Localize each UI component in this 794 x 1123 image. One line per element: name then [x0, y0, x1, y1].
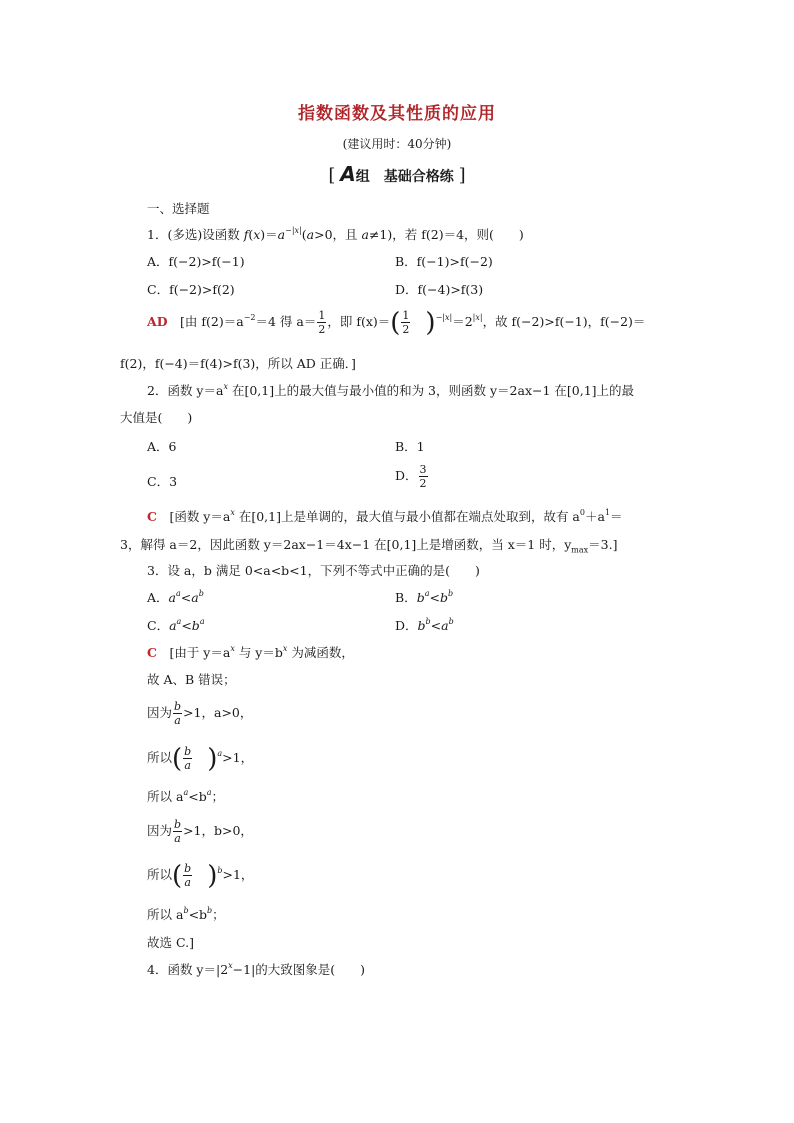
q1-option-a: A．f(−2)>f(−1): [147, 254, 245, 269]
q2-solution-line2: 3，解得 a＝2，因此函数 y＝2ax−1＝4x−1 在[0,1]上是增函数，当 x＝1 时，$y_{max}=3$.]: [120, 537, 618, 555]
q2-option-c: C．3: [147, 474, 178, 489]
q2-solution-line1: C [函数 $y=a^x$ 在[0,1]上是单调的，最大值与最小值都在端点处取到，故有 $a^0+a^1=$: [147, 508, 623, 524]
group-label: 组 基础合格练: [355, 169, 454, 185]
q3-option-b: B．$b^a<b^b$: [395, 589, 454, 605]
q3-solution-line6: 因为 $\frac{b}{a}$ >1，b>0，: [147, 818, 253, 845]
q1-option-c: C．f(−2)>f(2): [147, 282, 235, 297]
q2-stem-line2: 大值是( ): [120, 410, 193, 425]
q1-option-d: D．f(−4)>f(3): [395, 282, 484, 297]
section-heading: 一、选择题: [147, 201, 210, 216]
q3-option-d: D．$b^b<a^b$: [395, 617, 454, 633]
q3-stem: 3．设 a，b 满足 0<a<b<1，下列不等式中正确的是( ): [147, 563, 480, 578]
page-title: 指数函数及其性质的应用: [298, 104, 496, 124]
q3-option-c: C．$a^a<b^a$: [147, 617, 205, 633]
q3-solution-line9: 故选 C.]: [147, 935, 194, 950]
q1-solution-line1: AD [由 $f(2)=a^{-2}=4$ 得 a＝ $\frac{1}{2}$ ，即 f(x)＝( $\frac{1}{2}$ )$^{-|x|}=2^{|x|}$，故 f(−2)>f(−1)，f(−2)＝: [147, 307, 646, 338]
group-open: [: [328, 165, 336, 186]
q3-solution-line8: 所以 $a^b<b^b$；: [147, 906, 225, 922]
group-close: ]: [458, 165, 466, 186]
q3-solution-line7: 所以( $\frac{b}{a}$ )$^b$>1，: [147, 860, 254, 891]
q2-option-b: B．1: [395, 439, 425, 454]
q2-option-a: A．6: [147, 439, 177, 454]
q1-solution-line2: f(2)，f(−4)＝f(4)>f(3)，所以 AD 正确．]: [120, 356, 356, 371]
q3-solution-line2: 故 A、B 错误；: [147, 672, 236, 687]
q3-solution-line3: 因为 $\frac{b}{a}$ >1，a>0，: [147, 700, 253, 727]
q3-solution-line4: 所以( $\frac{b}{a}$ )$^a$>1，: [147, 743, 254, 774]
q2-answer: C: [147, 509, 157, 524]
q2-option-d: D． $\frac{3}{2}$: [395, 463, 427, 490]
group-letter: A: [340, 162, 356, 186]
q4-stem: 4．函数 $y=|2^x-1|$的大致图象是( ): [147, 961, 366, 977]
q1-option-b: B．f(−1)>f(−2): [395, 254, 493, 269]
q3-solution-line5: 所以 $a^a<b^a$；: [147, 788, 224, 804]
q2-stem-line1: 2．函数 $y=a^x$ 在[0,1]上的最大值与最小值的和为 3，则函数 y＝2ax−1 在[0,1]上的最: [147, 382, 635, 398]
q3-answer: C: [147, 645, 157, 660]
q3-solution-line1: C [由于 $y=a^x$ 与 $y=b^x$ 为减函数，: [147, 644, 354, 660]
q3-option-a: A．$a^a<a^b$: [147, 589, 204, 605]
group-heading: [0, 162, 794, 186]
q1-answer: AD: [147, 314, 168, 329]
q1-stem: 1．(多选)设函数 $f(x)=a^{-|x|}(a>0$，且 a≠1)，若 f(2)＝4，则( ): [147, 226, 524, 242]
time-hint: (建议用时：40分钟): [342, 137, 452, 151]
